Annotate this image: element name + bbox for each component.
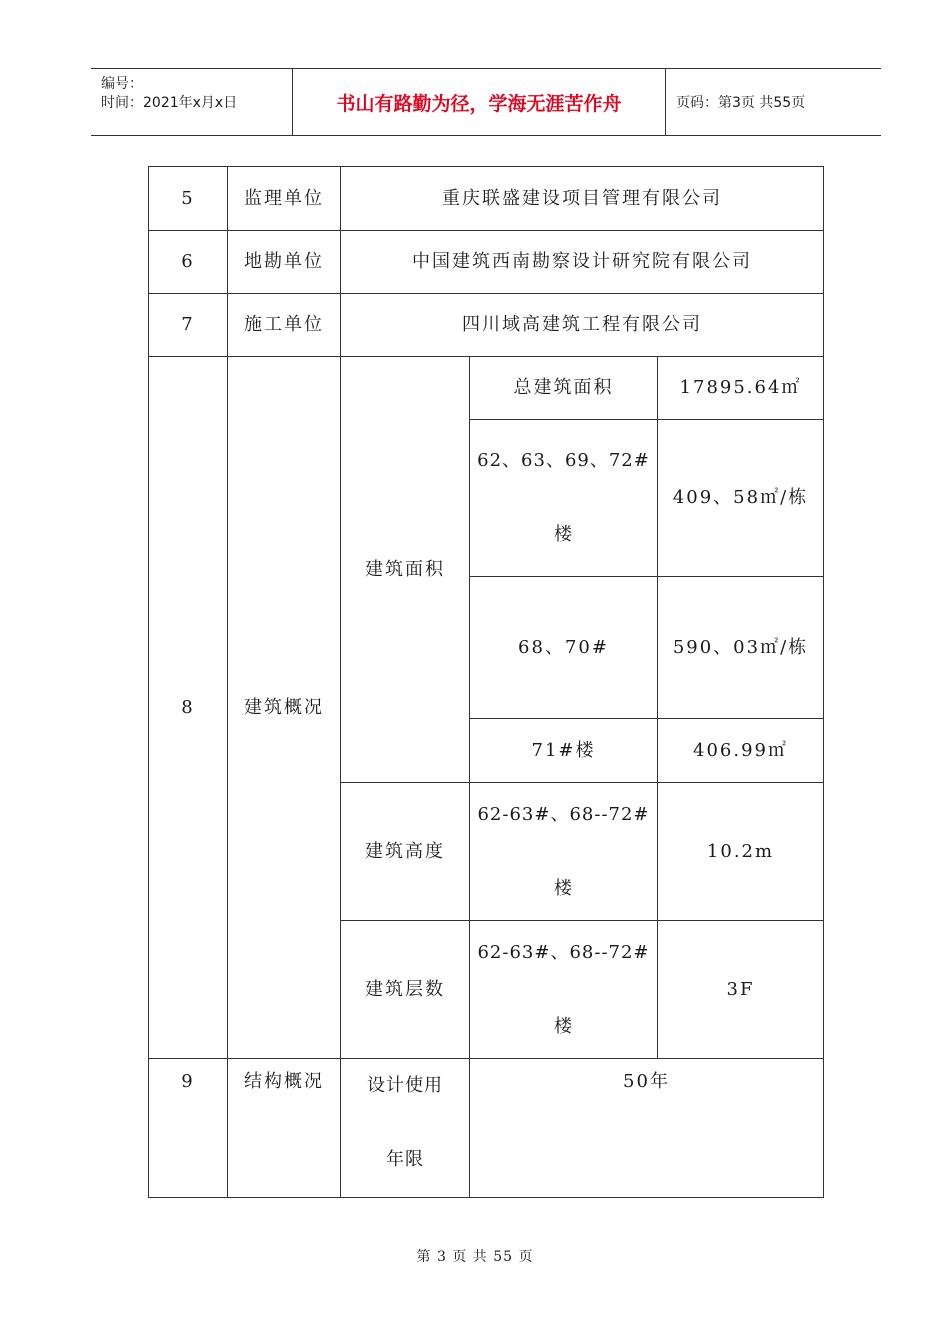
building-group-3-area: 406.99㎡ xyxy=(657,718,824,783)
row-5-item: 监理单位 xyxy=(227,166,341,231)
building-group-2: 68、70# xyxy=(469,576,658,719)
row-7-no: 7 xyxy=(148,293,228,357)
height-buildings-line1: 62-63#、68--72# xyxy=(477,803,650,825)
row-6-no: 6 xyxy=(148,230,228,294)
floors-buildings xyxy=(469,920,658,1059)
floors-value: 3F xyxy=(657,920,824,1059)
page-footer: 第 3 页 共 55 页 xyxy=(416,1249,534,1265)
building-group-1 xyxy=(469,419,658,577)
row-8-item: 建筑概况 xyxy=(227,356,341,1059)
design-life-value: 50年 xyxy=(469,1058,824,1198)
page-header xyxy=(91,68,881,136)
floors-buildings-line2: 楼 xyxy=(554,1015,573,1037)
row-5-no: 5 xyxy=(148,166,228,231)
building-group-3: 71#楼 xyxy=(469,718,658,783)
row-6-value: 中国建筑西南勘察设计研究院有限公司 xyxy=(340,230,824,294)
header-motto: 书山有路勤为径，学海无涯苦作舟 xyxy=(293,69,666,135)
time-label: 时间：2021年x月x日 xyxy=(101,95,238,111)
height-value: 10.2m xyxy=(657,782,824,921)
row-8-no: 8 xyxy=(148,356,228,1059)
row-5-value: 重庆联盛建设项目管理有限公司 xyxy=(340,166,824,231)
total-area-value: 17895.64㎡ xyxy=(657,356,824,420)
row-9-no: 9 xyxy=(148,1058,228,1198)
project-info-table xyxy=(148,166,824,1198)
building-group-1-line1: 62、63、69、72# xyxy=(477,450,650,471)
building-group-1-area: 409、58㎡/栋 xyxy=(657,419,824,577)
row-9-item: 结构概况 xyxy=(227,1058,341,1198)
height-label: 建筑高度 xyxy=(340,782,470,921)
height-buildings xyxy=(469,782,658,921)
design-life-label-line1: 设计使用 xyxy=(367,1075,443,1096)
row-7-item: 施工单位 xyxy=(227,293,341,357)
row-6-item: 地勘单位 xyxy=(227,230,341,294)
building-group-2-area: 590、03㎡/栋 xyxy=(657,576,824,719)
design-life-label-line2: 年限 xyxy=(386,1149,424,1170)
floors-buildings-line1: 62-63#、68--72# xyxy=(477,941,650,963)
design-life-label xyxy=(340,1058,470,1198)
total-area-label: 总建筑面积 xyxy=(469,356,658,420)
number-label: 编号： xyxy=(101,76,143,92)
header-meta xyxy=(91,69,293,135)
floors-label: 建筑层数 xyxy=(340,920,470,1059)
row-7-value: 四川域高建筑工程有限公司 xyxy=(340,293,824,357)
area-label: 建筑面积 xyxy=(340,356,470,783)
height-buildings-line2: 楼 xyxy=(554,877,573,899)
header-page-info: 页码：第3页 共55页 xyxy=(676,95,806,111)
building-group-1-line2: 楼 xyxy=(554,524,573,545)
